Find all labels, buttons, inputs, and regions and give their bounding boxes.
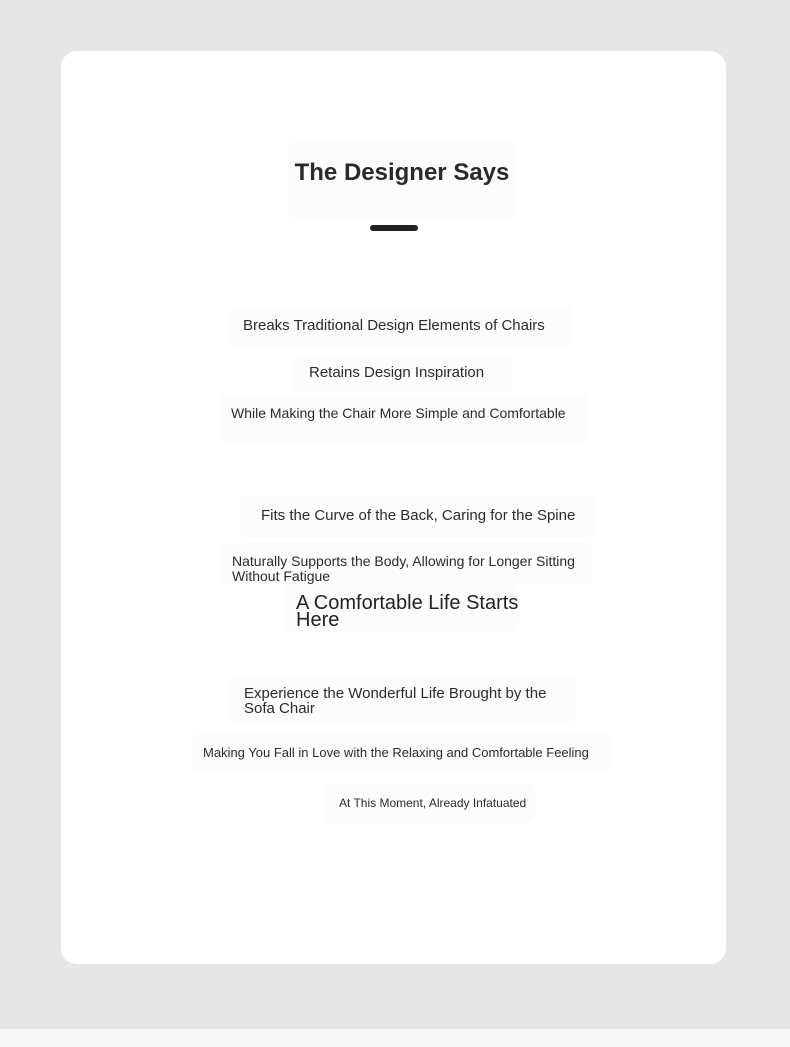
text-line-experience-life: Experience the Wonderful Life Brought by the Sofa Chair bbox=[244, 685, 547, 717]
page-title: The Designer Says bbox=[294, 159, 510, 186]
text-line-curve-back: Fits the Curve of the Back, Caring for the Spine bbox=[261, 507, 576, 524]
designer-card bbox=[61, 51, 726, 964]
title-underline bbox=[370, 225, 418, 231]
text-line-supports-body: Naturally Supports the Body, Allowing for Longer Sitting Without Fatigue bbox=[232, 553, 575, 584]
text-line-breaks-traditional: Breaks Traditional Design Elements of Chairs bbox=[243, 317, 545, 334]
text-line-infatuated: At This Moment, Already Infatuated bbox=[339, 796, 527, 810]
text-line-comfortable-life: A Comfortable Life Starts Here bbox=[296, 592, 519, 631]
bottom-strip bbox=[0, 1029, 790, 1047]
text-line-retains-inspiration: Retains Design Inspiration bbox=[309, 364, 485, 381]
text-line-fall-in-love: Making You Fall in Love with the Relaxing and Comfortable Feeling bbox=[203, 745, 589, 760]
text-line-simple-comfortable: While Making the Chair More Simple and Comfortable bbox=[231, 405, 566, 421]
